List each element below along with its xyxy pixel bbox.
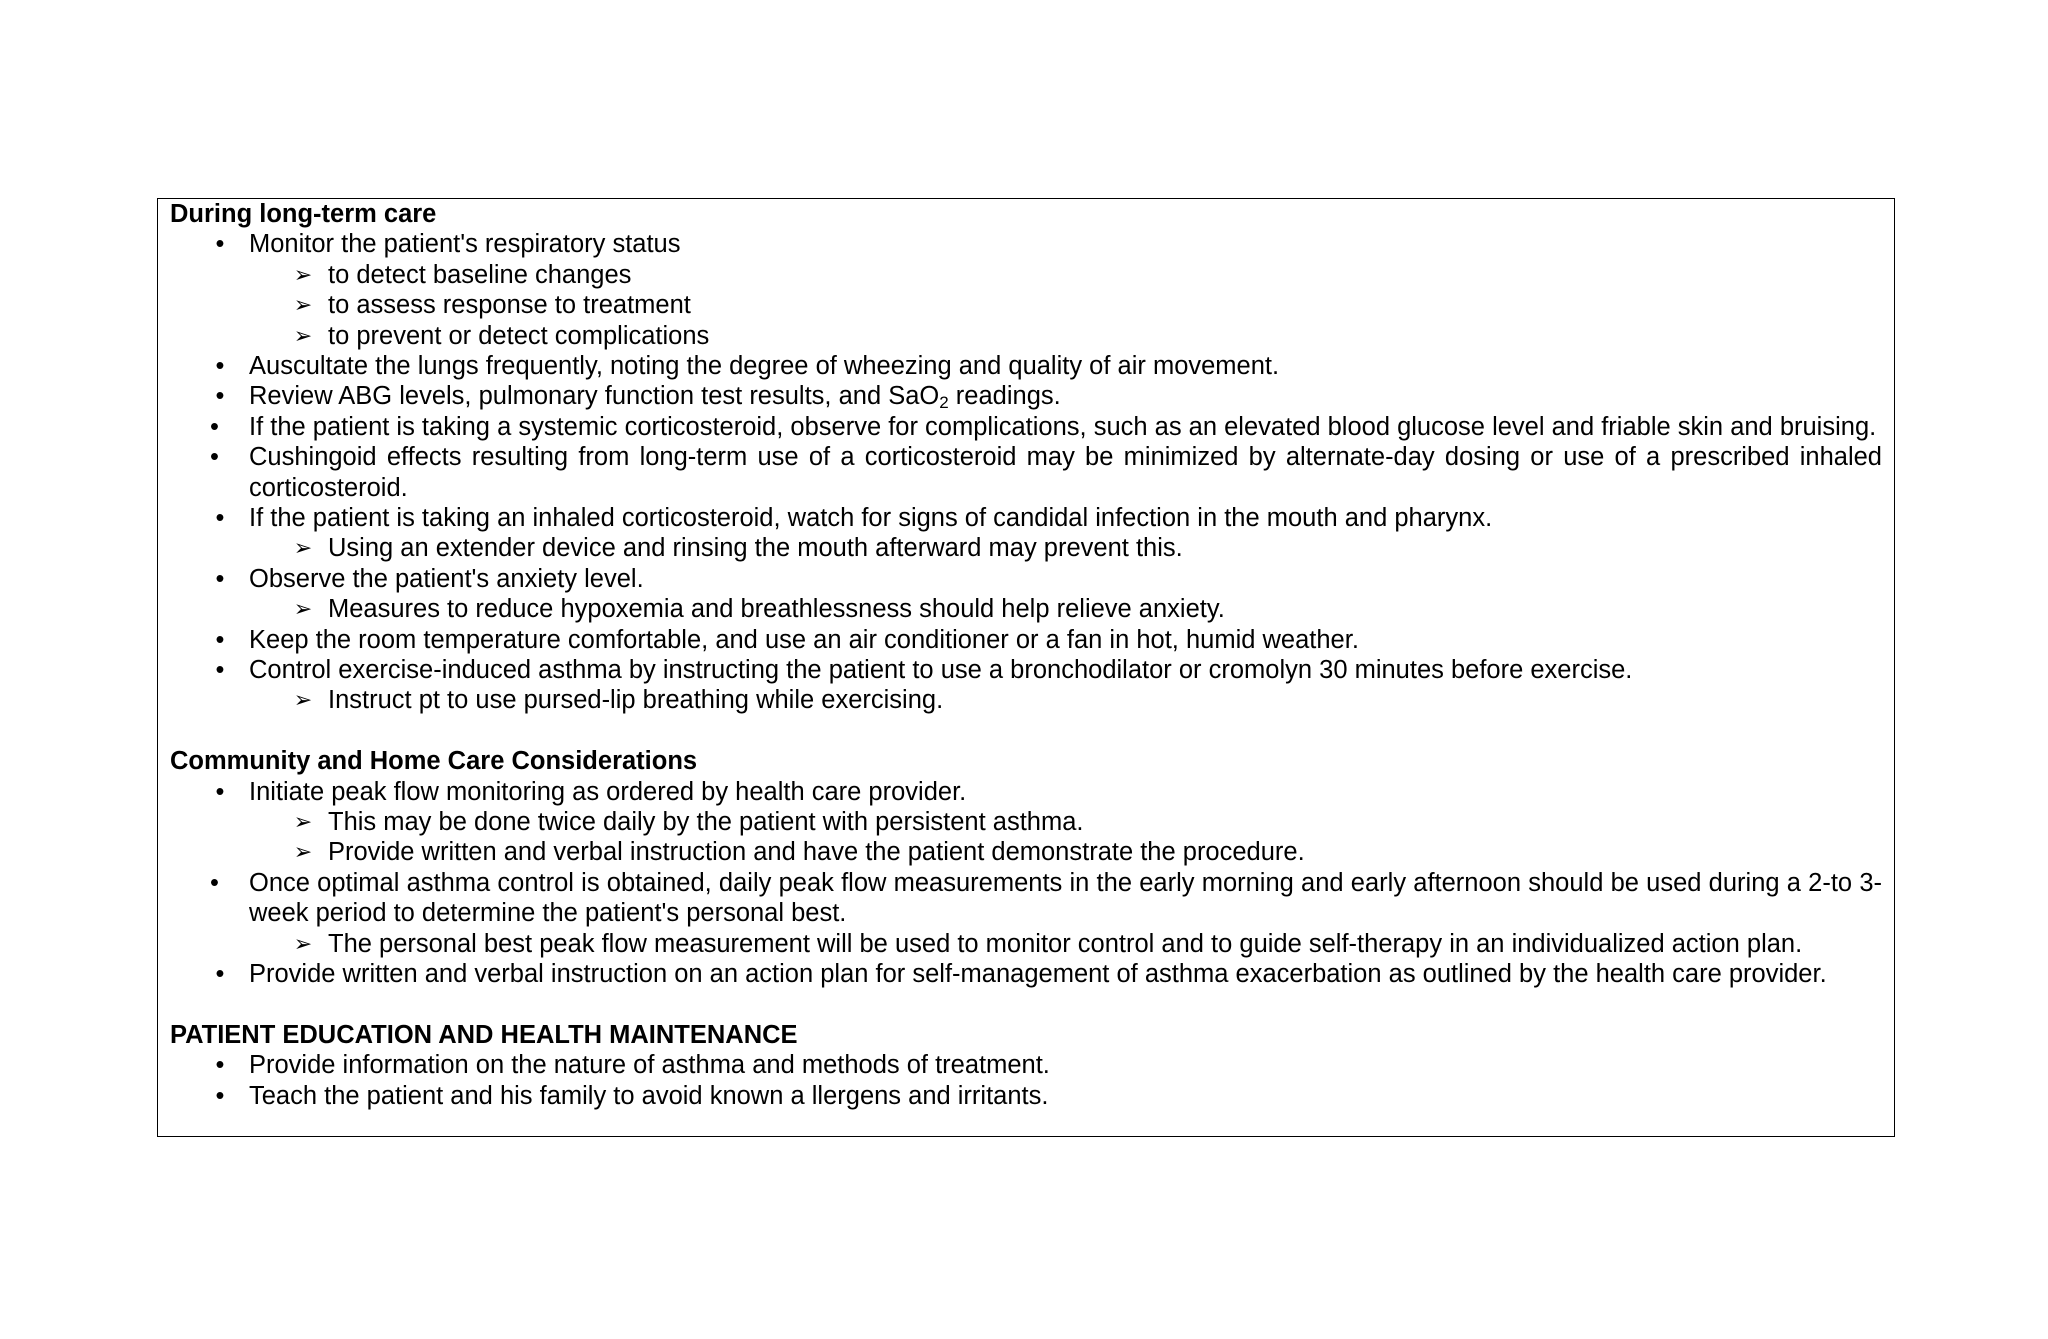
list-item-text: Cushingoid effects resulting from long-term use of a corticosteroid may be minimized by alternate-day dosing or use of a prescribed inhaled corticosteroid.: [249, 443, 1882, 502]
sub-list-item-text: Provide written and verbal instruction and have the patient demonstrate the procedure.: [328, 838, 1305, 867]
sub-list-item: [170, 321, 1882, 351]
arrow-bullet-icon: ➢: [293, 292, 313, 318]
section-heading-patient-education: PATIENT EDUCATION AND HEALTH MAINTENANCE: [170, 1020, 798, 1049]
list-item-text: Monitor the patient's respiratory status: [249, 230, 681, 259]
sub-list-item-text: Measures to reduce hypoxemia and breathlessness should help relieve anxiety.: [328, 595, 1225, 624]
sub-list-item: [170, 290, 1882, 320]
bullet-icon: •: [215, 1081, 225, 1110]
list-item: [170, 351, 1882, 381]
sub-list-item-text: to assess response to treatment: [328, 291, 691, 320]
list-item: [170, 412, 1882, 442]
list-item-text: Initiate peak flow monitoring as ordered by health care provider.: [249, 777, 967, 806]
arrow-bullet-icon: ➢: [293, 687, 313, 713]
bullet-icon: •: [210, 443, 219, 472]
sub-list-item-text: Instruct pt to use pursed-lip breathing while exercising.: [328, 686, 944, 715]
bullet-icon: •: [210, 412, 219, 441]
section-heading-long-term-care: During long-term care: [170, 200, 437, 228]
sub-list-item: [170, 929, 1882, 959]
list-item: [170, 1050, 1882, 1080]
list-item: [170, 777, 1882, 807]
bullet-icon: •: [215, 656, 225, 685]
list-item: [170, 959, 1882, 989]
arrow-bullet-icon: ➢: [293, 809, 313, 835]
sub-list-item: [170, 594, 1882, 624]
sub-list-item: [170, 533, 1882, 563]
arrow-bullet-icon: ➢: [293, 322, 313, 348]
section-heading-community-home-care: Community and Home Care Considerations: [170, 747, 698, 776]
arrow-bullet-icon: ➢: [293, 596, 313, 622]
list-item-text-tail: readings.: [948, 382, 1061, 411]
bullet-icon: •: [215, 777, 225, 806]
bullet-icon: •: [215, 564, 225, 593]
list-item: [170, 229, 1882, 259]
list-item-text: Keep the room temperature comfortable, and use an air conditioner or a fan in hot, humid weather.: [249, 625, 1359, 654]
list-item-text: Control exercise-induced asthma by instructing the patient to use a bronchodilator or cromolyn 30 minutes before exercise.: [249, 656, 1633, 685]
arrow-bullet-icon: ➢: [293, 839, 313, 865]
list-item-text: Auscultate the lungs frequently, noting the degree of wheezing and quality of air movement.: [249, 352, 1280, 381]
sub-list-item: [170, 807, 1882, 837]
sub-list-item: [170, 685, 1882, 715]
list-item-text-main: Review ABG levels, pulmonary function test results, and SaO: [249, 382, 940, 411]
sub-list-item: [170, 260, 1882, 290]
list-item-text: Provide written and verbal instruction on an action plan for self-management of asthma exacerbation as outlined by the health care provider.: [249, 960, 1827, 989]
arrow-bullet-icon: ➢: [293, 535, 313, 561]
arrow-bullet-icon: ➢: [293, 261, 313, 287]
list-item-text: [249, 382, 1061, 413]
list-item: [170, 564, 1882, 594]
sub-list-item-text: Using an extender device and rinsing the mouth afterward may prevent this.: [328, 534, 1183, 563]
list-item-text: Provide information on the nature of asthma and methods of treatment.: [249, 1051, 1050, 1080]
list-item-text: If the patient is taking a systemic corticosteroid, observe for complications, such as an elevated blood glucose level and friable skin and bruising.: [249, 412, 1877, 441]
list-item-text: Teach the patient and his family to avoid known a llergens and irritants.: [249, 1081, 1049, 1110]
list-item: [170, 655, 1882, 685]
list-item-text: If the patient is taking an inhaled corticosteroid, watch for signs of candidal infection in the mouth and pharynx.: [249, 504, 1493, 533]
sub-list-item-text: to detect baseline changes: [328, 260, 632, 289]
list-item-text: Once optimal asthma control is obtained, daily peak flow measurements in the early morning and early afternoon should be used during a 2-to 3-week period to determine the patient's personal best.: [249, 868, 1882, 928]
list-item: [170, 1081, 1882, 1111]
sub-list-item-text: This may be done twice daily by the patient with persistent asthma.: [328, 808, 1084, 837]
bullet-icon: •: [210, 868, 219, 897]
sub-list-item-text: to prevent or detect complications: [328, 321, 710, 350]
content-box: [157, 198, 1895, 1137]
list-item: [170, 503, 1882, 533]
list-item: [170, 442, 1882, 503]
bullet-icon: •: [215, 230, 225, 259]
subscript-text: 2: [939, 393, 949, 413]
list-item: [170, 381, 1882, 411]
sub-list-item-text: The personal best peak flow measurement will be used to monitor control and to guide self-therapy in an individualized action plan.: [328, 929, 1803, 958]
bullet-icon: •: [215, 960, 225, 989]
list-item: [170, 868, 1882, 929]
list-item-text: Observe the patient's anxiety level.: [249, 564, 644, 593]
sub-list-item: [170, 837, 1882, 867]
bullet-icon: •: [215, 352, 225, 381]
section-spacer: [170, 990, 1882, 1020]
bullet-icon: •: [215, 382, 225, 411]
bullet-icon: •: [215, 625, 225, 654]
bullet-icon: •: [215, 504, 225, 533]
arrow-bullet-icon: ➢: [293, 930, 313, 956]
section-spacer: [170, 716, 1882, 746]
bullet-icon: •: [215, 1051, 225, 1080]
list-item: [170, 625, 1882, 655]
